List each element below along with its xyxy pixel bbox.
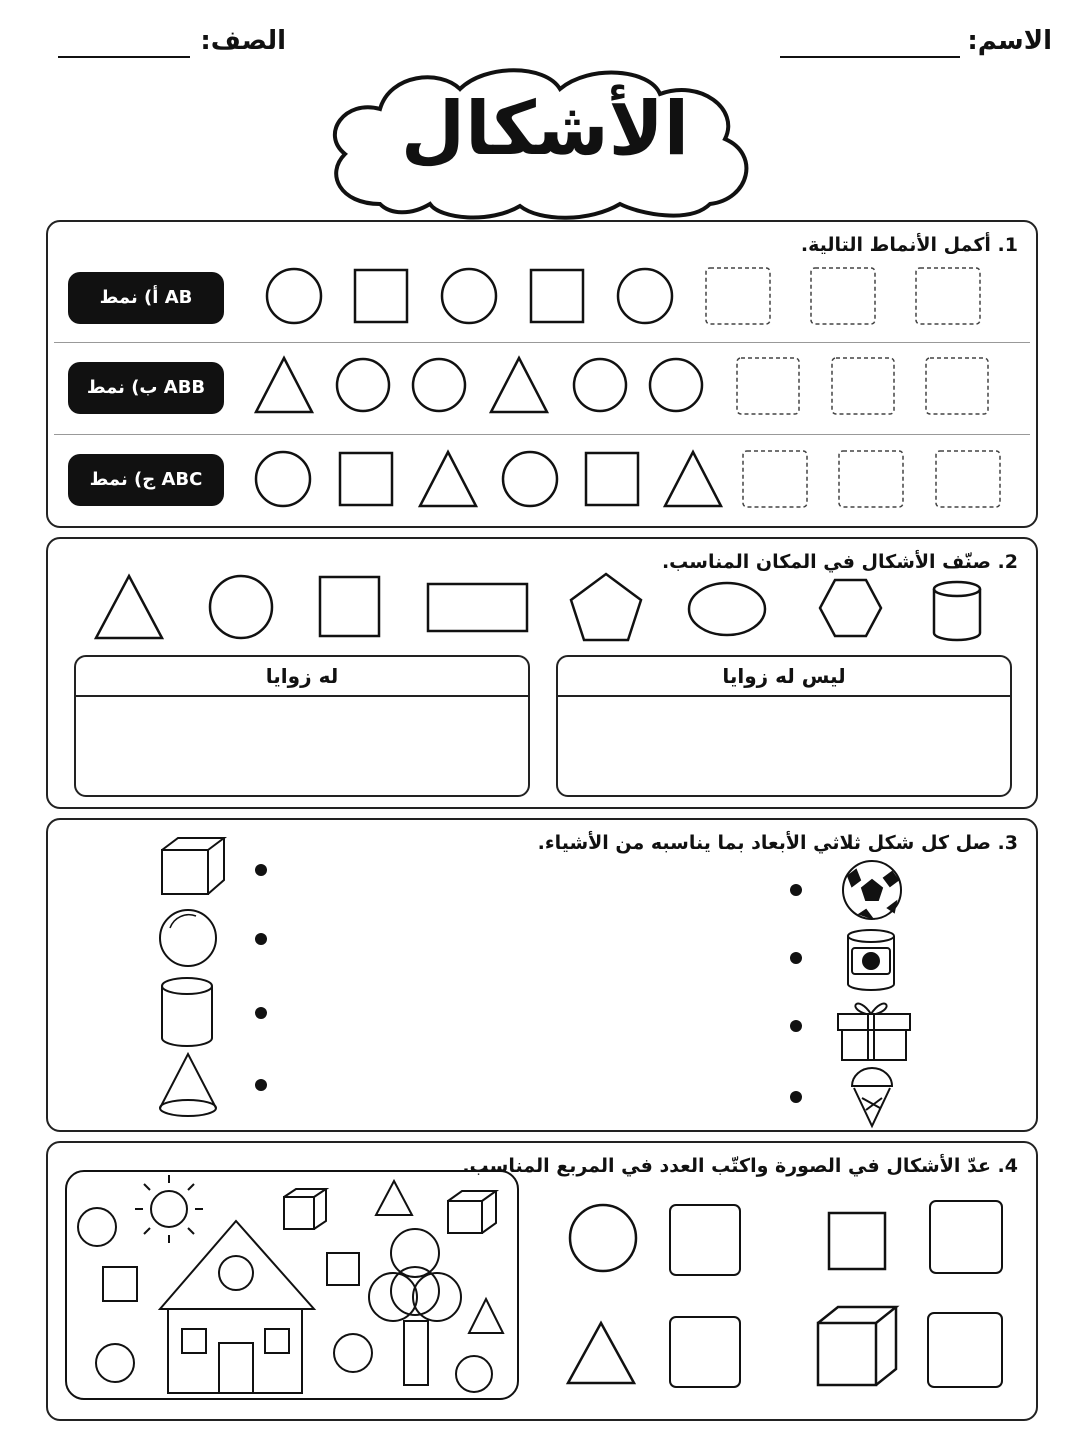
- match-dot-food-can[interactable]: [790, 952, 802, 964]
- answer-box-c-3: [936, 451, 1000, 507]
- shape-rectangle: [428, 584, 527, 631]
- pattern-b-circle: [574, 359, 626, 411]
- name-label: الاسم:: [967, 26, 1052, 56]
- count-answer-box-circle[interactable]: [670, 1205, 740, 1275]
- picture-cube: [284, 1189, 326, 1229]
- answer-box-a-3: [916, 268, 980, 324]
- answer-box-a-2: [811, 268, 875, 324]
- pattern-a-circle: [442, 269, 496, 323]
- count-triangle-icon: [568, 1323, 634, 1383]
- count-square-icon: [829, 1213, 885, 1269]
- question-2-shapes: [0, 570, 1086, 650]
- object-ice-cream-cone: [852, 1068, 892, 1126]
- picture-cube: [448, 1191, 496, 1233]
- shape-square: [320, 577, 379, 636]
- question-4-picture: [0, 1141, 1086, 1421]
- count-circle-icon: [570, 1205, 636, 1271]
- solid-cone: [160, 1054, 216, 1116]
- match-dot-soccer-ball[interactable]: [790, 884, 802, 896]
- question-2-title: 2. صنّف الأشكال في المكان المناسب.: [661, 551, 1018, 573]
- pattern-b-circle: [650, 359, 702, 411]
- match-dot-ice-cream[interactable]: [790, 1091, 802, 1103]
- picture-square: [327, 1253, 359, 1285]
- class-label: الصف:: [200, 26, 286, 56]
- pattern-b-triangle: [256, 358, 312, 412]
- match-dot-cylinder[interactable]: [255, 1007, 267, 1019]
- solid-cylinder: [162, 978, 212, 1046]
- pattern-c-circle: [503, 452, 557, 506]
- picture-house: [160, 1221, 314, 1393]
- match-dot-sphere[interactable]: [255, 933, 267, 945]
- answer-box-a-1: [706, 268, 770, 324]
- pattern-label-b: ب) نمط ABB: [68, 362, 224, 414]
- pattern-c-triangle: [420, 452, 476, 506]
- shape-cylinder: [934, 582, 980, 640]
- question-1-title: 1. أكمل الأنماط التالية.: [800, 234, 1018, 256]
- solid-cube: [162, 838, 224, 894]
- picture-sun: [135, 1175, 203, 1243]
- shape-pentagon: [571, 574, 641, 640]
- pattern-b-circle: [413, 359, 465, 411]
- answer-box-c-1: [743, 451, 807, 507]
- pattern-label-c: ج) نمط ABC: [68, 454, 224, 506]
- answer-box-b-3: [926, 358, 988, 414]
- picture-triangle: [469, 1299, 503, 1333]
- picture-circle: [78, 1208, 116, 1246]
- object-gift-box: [838, 1004, 910, 1060]
- shape-hexagon: [820, 580, 881, 636]
- shape-triangle: [96, 576, 162, 638]
- match-dot-cone[interactable]: [255, 1079, 267, 1091]
- pattern-a-square: [531, 270, 583, 322]
- class-field[interactable]: [58, 56, 190, 58]
- object-soccer-ball: [843, 861, 901, 919]
- pattern-label-a: أ) نمط AB: [68, 272, 224, 324]
- picture-circle: [334, 1334, 372, 1372]
- picture-triangle: [376, 1181, 412, 1215]
- sort-box-has-corners[interactable]: [74, 655, 530, 797]
- shape-ellipse: [689, 583, 765, 635]
- object-food-can: [848, 930, 894, 990]
- sort-box-no-corners[interactable]: [556, 655, 1012, 797]
- answer-box-b-2: [832, 358, 894, 414]
- match-dot-cube[interactable]: [255, 864, 267, 876]
- count-answer-box-square[interactable]: [930, 1201, 1002, 1273]
- picture-circle: [96, 1344, 134, 1382]
- solid-sphere: [160, 910, 216, 966]
- count-cube-icon: [818, 1307, 896, 1385]
- picture-tree: [369, 1229, 461, 1385]
- pattern-c-triangle: [665, 452, 721, 506]
- pattern-c-square: [340, 453, 392, 505]
- count-answer-box-triangle[interactable]: [670, 1317, 740, 1387]
- sort-box-no-corners-label: ليس له زوايا: [558, 657, 1010, 697]
- picture-circle: [456, 1356, 492, 1392]
- page-title: الأشكال: [400, 86, 690, 172]
- question-1-patterns: [0, 220, 1086, 540]
- answer-box-b-1: [737, 358, 799, 414]
- pattern-b-circle: [337, 359, 389, 411]
- pattern-a-square: [355, 270, 407, 322]
- count-answer-box-cube[interactable]: [928, 1313, 1002, 1387]
- question-3-matching: [0, 818, 1086, 1132]
- picture-square: [103, 1267, 137, 1301]
- pattern-c-circle: [256, 452, 310, 506]
- match-dot-gift-box[interactable]: [790, 1020, 802, 1032]
- pattern-b-triangle: [491, 358, 547, 412]
- sort-box-has-corners-label: له زوايا: [76, 657, 528, 697]
- name-field[interactable]: [780, 56, 960, 58]
- question-4-title: 4. عدّ الأشكال في الصورة واكتّب العدد في المربع المناسب.: [462, 1155, 1018, 1177]
- pattern-a-circle: [618, 269, 672, 323]
- pattern-a-circle: [267, 269, 321, 323]
- answer-box-c-2: [839, 451, 903, 507]
- shape-circle: [210, 576, 272, 638]
- pattern-c-square: [586, 453, 638, 505]
- question-3-title: 3. صل كل شكل ثلاثي الأبعاد بما يناسبه من الأشياء.: [537, 832, 1018, 854]
